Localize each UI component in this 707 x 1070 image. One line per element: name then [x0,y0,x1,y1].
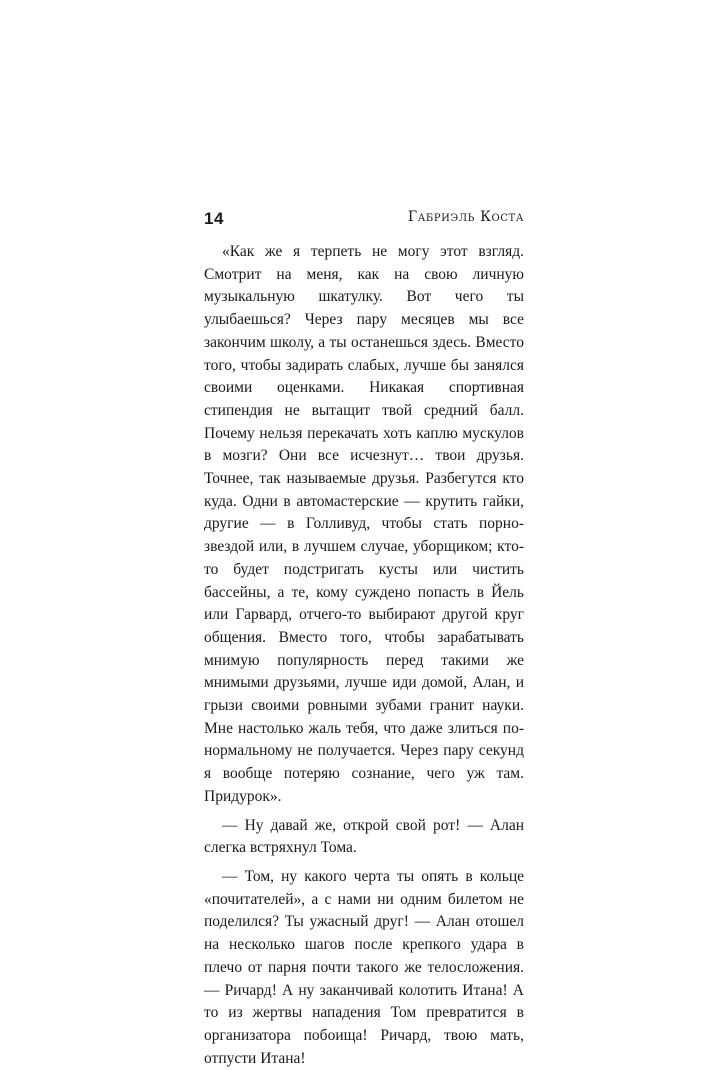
author-name: Габриэль Коста [407,209,524,225]
body-text [204,241,524,1070]
paragraph-inner-monologue: «Как же я терпеть не могу этот взгляд. Смотрит на меня, как на свою личную музыкальную шкатулку. Вот чего ты улыбаешься? Через пару месяцев мы все закончим школу, а ты останешься здесь. Вместо того, чтобы задирать слабых, лучше бы занялся своими оценками. Никакая спортивная стипендия не вытащит твой средний балл. Почему нельзя перекачать хоть каплю мускулов в мозги? Они все исчезнут… твои друзья. Точнее, так называемые друзья. Разбегутся кто куда. Одни в автомастерские — крутить гайки, другие — в Голливуд, чтобы стать порно-звездой или, в лучшем случае, уборщиком; кто-то будет подстригать кусты или чистить бассейны, а те, кому суждено попасть в Йель или Гарвард, отчего-то выбирают другой круг общения. Вместо того, чтобы зарабатывать мнимую популярность перед такими же мнимыми друзьями, лучше иди домой, Алан, и грызи своими ровными зубами гранит науки. Мне настолько жаль тебя, что даже злиться по-нормальному не получается. Через пару секунд я вообще потеряю сознание, чего уж там. Придурок». [204,243,524,805]
page-number: 14 [204,209,224,228]
paragraph-dialogue-1: — Ну давай же, открой свой рот! — Алан слегка встряхнул Тома. [204,816,524,857]
running-head [204,209,524,233]
paragraph-dialogue-2: — Том, ну какого черта ты опять в кольце «почитателей», а с нами ни одним билетом не поделился? Ты ужасный друг! — Алан отошел на несколько шагов после крепкого удара в плечо от парня почти такого же телосложения. — Ричард! А ну заканчивай колотить Итана! А то из жертвы нападения Том превратится в организатора побоища! Ричард, твою мать, отпусти Итана! [204,867,524,1067]
